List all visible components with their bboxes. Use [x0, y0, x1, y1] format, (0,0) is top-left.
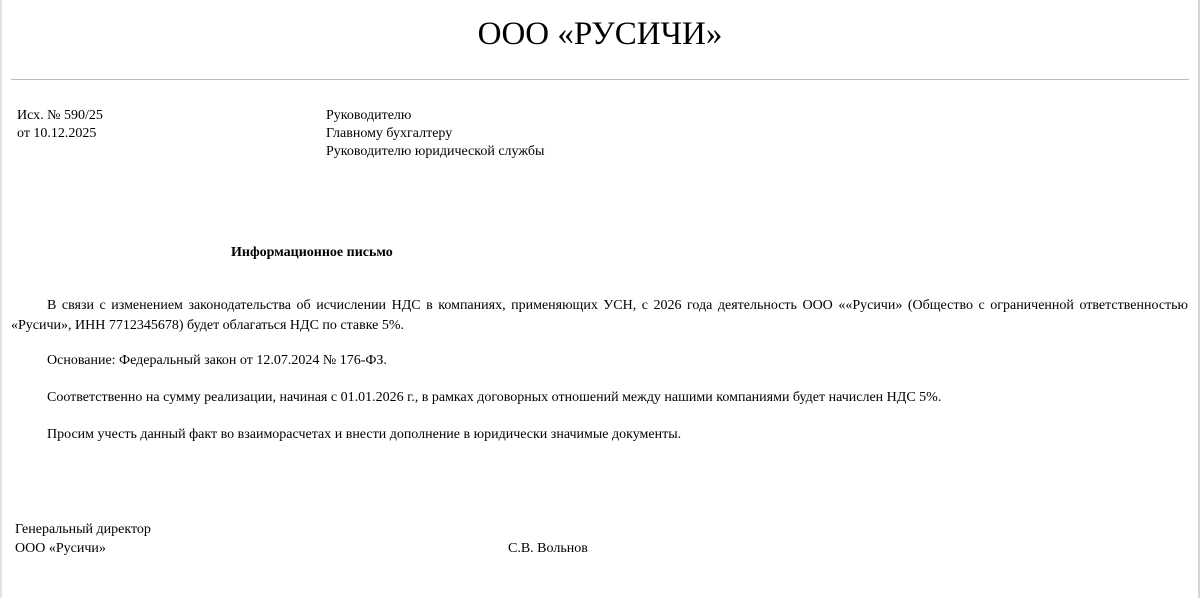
recipient-legal-head: Руководителю юридической службы: [326, 144, 545, 159]
outgoing-date: от 10.12.2025: [17, 126, 97, 141]
letter-title: Информационное письмо: [231, 245, 393, 260]
recipient-head: Руководителю: [326, 108, 412, 123]
title-divider: [11, 79, 1189, 80]
body-paragraph-4: Просим учесть данный факт во взаиморасчетах и внести дополнение в юридически значимые документы.: [47, 427, 682, 442]
recipient-chief-accountant: Главному бухгалтеру: [326, 126, 453, 141]
outgoing-number: Исх. № 590/25: [17, 108, 103, 123]
body-paragraph-1: В связи с изменением законодательства об исчислении НДС в компаниях, применяющих УСН, с 2026 года деятельность ООО ««Русичи» (Общество с ограниченной ответственностью «Русичи», ИНН 7712345678) будет облагаться НДС по ставке 5%.: [11, 298, 1188, 333]
page-left-edge: [0, 0, 2, 598]
body-paragraph-2: Основание: Федеральный закон от 12.07.2024 № 176-ФЗ.: [47, 353, 387, 368]
signer-name: С.В. Вольнов: [508, 541, 588, 556]
body-paragraph-3: Соответственно на сумму реализации, начиная с 01.01.2026 г., в рамках договорных отношений между нашими компаниями будет начислен НДС 5%.: [47, 390, 942, 405]
company-title: ООО «РУСИЧИ»: [477, 16, 723, 52]
signer-position: Генеральный директор: [15, 522, 151, 537]
signer-company: ООО «Русичи»: [15, 541, 106, 556]
